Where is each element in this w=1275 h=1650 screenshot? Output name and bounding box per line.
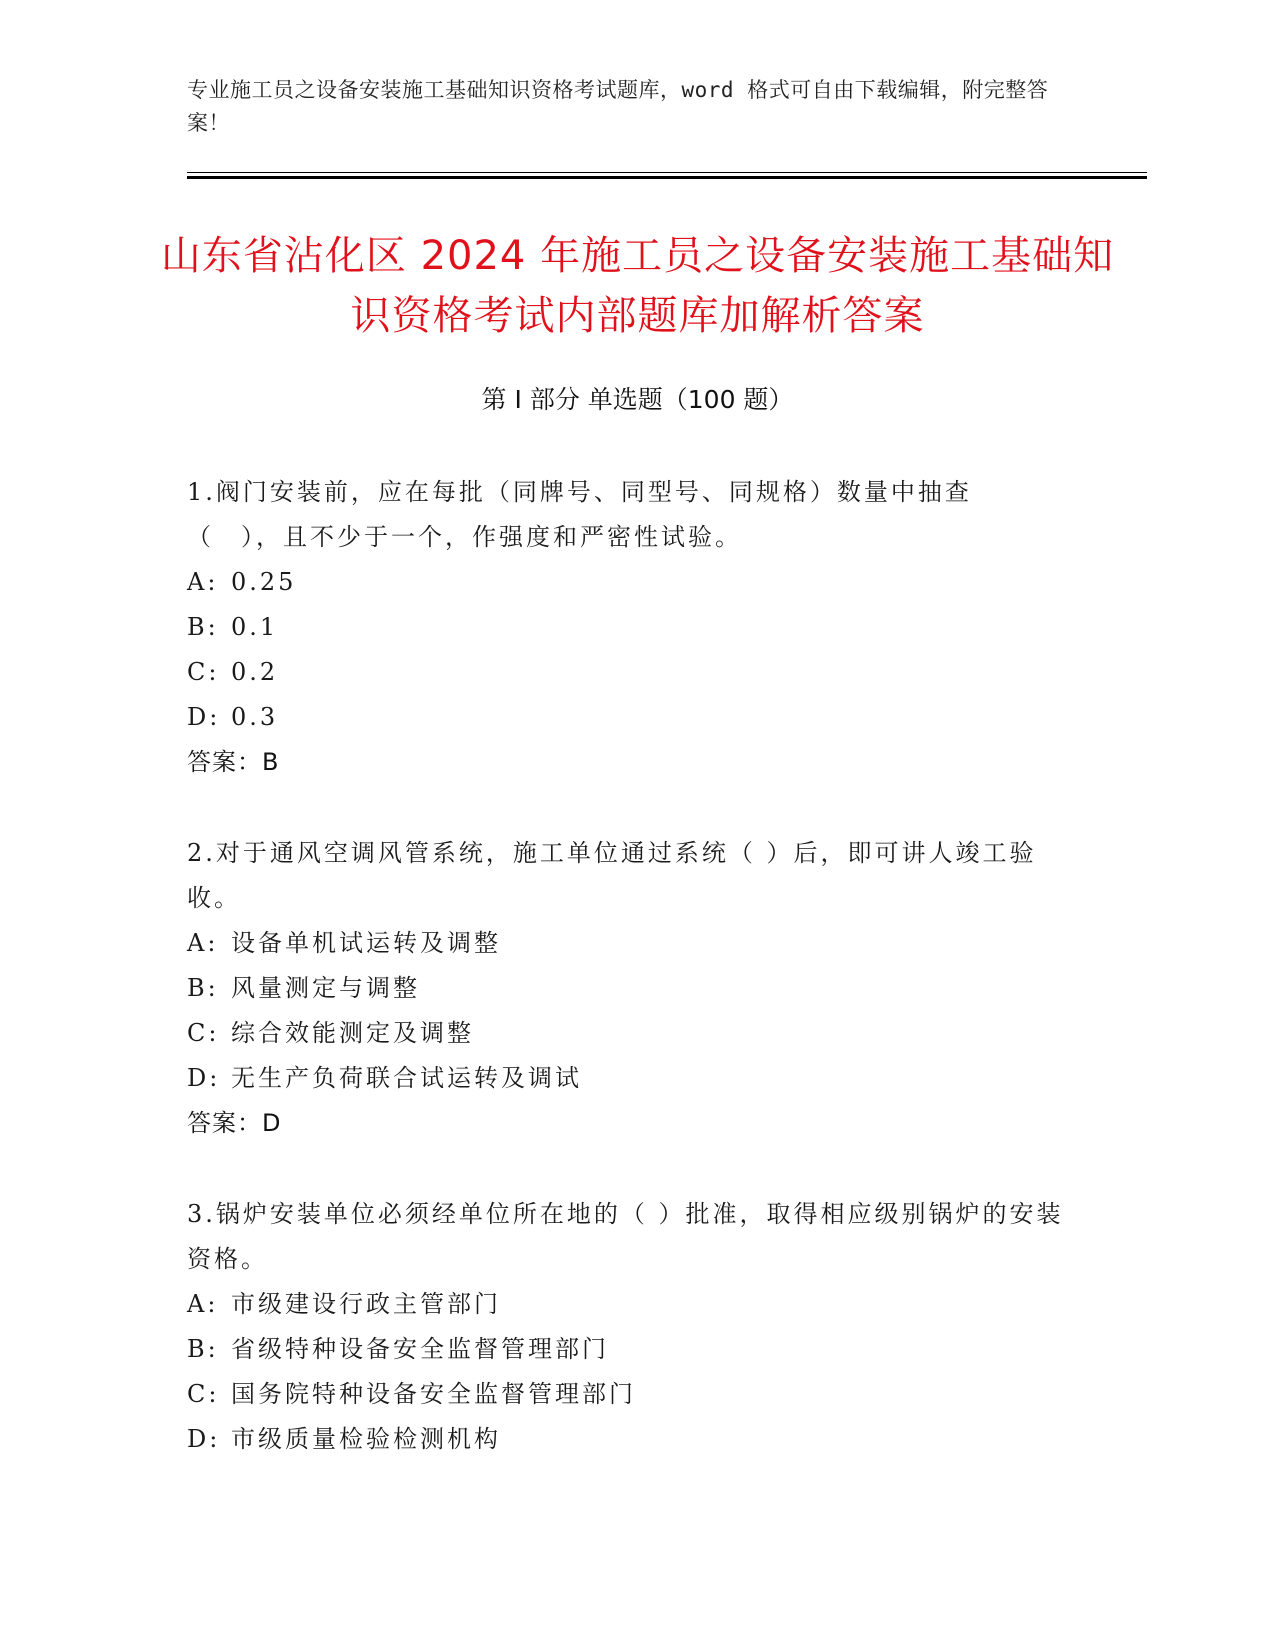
option-text: 无生产负荷联合试运转及调试 [231,1064,582,1092]
option-text: 0.25 [231,568,297,596]
option-text: 省级特种设备安全监督管理部门 [231,1335,609,1363]
question-stem: 2.对于通风空调风管系统，施工单位通过系统（ ）后，即可讲人竣工验收。 [187,839,1037,912]
option-c [187,1011,1067,1056]
question-1 [187,470,1067,785]
option-text: 设备单机试运转及调整 [231,929,501,957]
option-key: C: [187,1019,220,1047]
option-a [187,1282,1067,1327]
header-divider-thin [187,172,1147,173]
option-key: B: [187,974,219,1002]
option-d [187,695,1067,740]
option-a [187,921,1067,966]
document-title: 山东省沾化区 2024 年施工员之设备安装施工基础知识资格考试内部题库加解析答案 [160,233,1115,339]
option-b [187,605,1067,650]
question-stem: 1.阀门安装前，应在每批（同牌号、同型号、同规格）数量中抽查（ ），且不少于一个，作强度和严密性试验。 [187,478,972,551]
option-d [187,1056,1067,1101]
question-2 [187,831,1067,1146]
section-title: 第 I 部分 单选题（100 题） [481,385,794,414]
option-key: D: [187,703,221,731]
option-key: A: [187,568,219,596]
option-b [187,966,1067,1011]
option-key: B: [187,1335,219,1363]
option-text: 国务院特种设备安全监督管理部门 [231,1380,636,1408]
option-text: 0.1 [231,613,279,641]
header-note: 专业施工员之设备安装施工基础知识资格考试题库，word 格式可自由下载编辑，附完整答案！ [187,78,1049,135]
option-key: D: [187,1425,221,1453]
option-text: 风量测定与调整 [231,974,420,1002]
answer: 答案：B [187,748,280,776]
option-text: 市级质量检验检测机构 [231,1425,501,1453]
question-list [187,470,1067,1508]
option-key: B: [187,613,219,641]
option-text: 0.3 [231,703,279,731]
option-c [187,650,1067,695]
option-text: 综合效能测定及调整 [231,1019,474,1047]
option-text: 0.2 [231,658,279,686]
option-a [187,560,1067,605]
option-key: D: [187,1064,221,1092]
option-key: C: [187,1380,220,1408]
header-divider-thick [187,176,1147,179]
option-key: A: [187,1290,219,1318]
question-stem: 3.锅炉安装单位必须经单位所在地的（ ）批准，取得相应级别锅炉的安装资格。 [187,1200,1064,1273]
option-b [187,1327,1067,1372]
option-text: 市级建设行政主管部门 [231,1290,501,1318]
option-key: C: [187,658,220,686]
option-d [187,1417,1067,1462]
option-key: A: [187,929,219,957]
answer: 答案：D [187,1109,282,1137]
question-3 [187,1192,1067,1462]
option-c [187,1372,1067,1417]
